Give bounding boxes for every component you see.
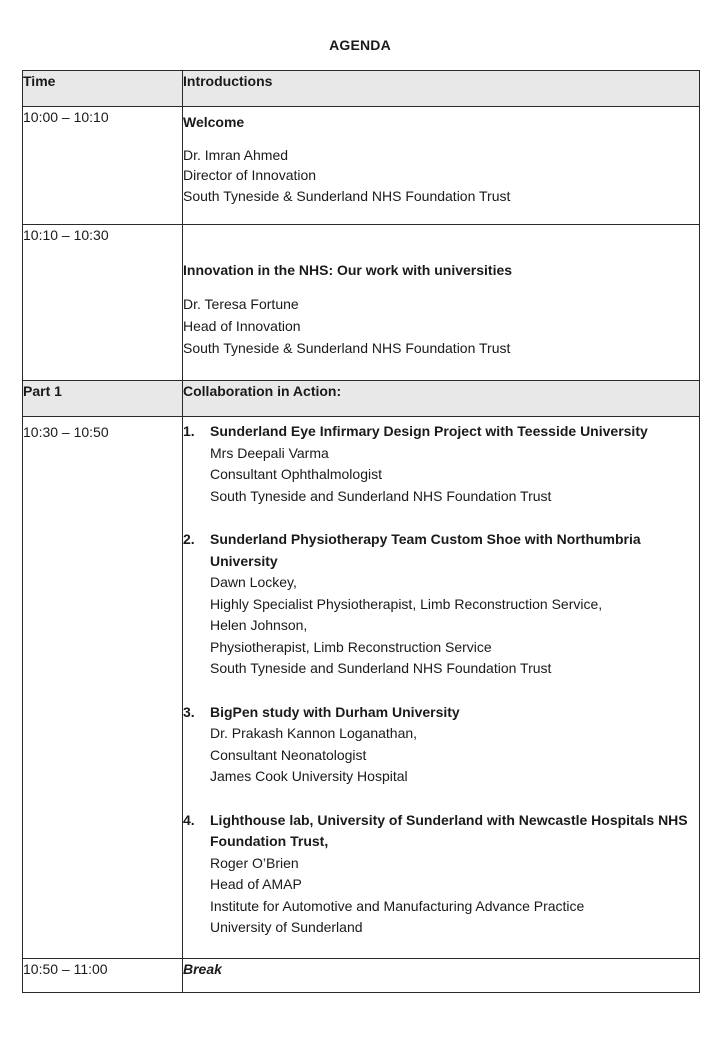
part1-label: Part 1: [23, 381, 183, 417]
part1-row: [23, 381, 700, 417]
header-row: [23, 71, 700, 107]
list-item: [183, 421, 699, 507]
innovation-row: [23, 225, 700, 381]
item-line: Consultant Neonatologist: [210, 746, 367, 763]
innovation-heading: Innovation in the NHS: Our work with universities: [183, 262, 513, 278]
item-heading: Lighthouse lab, University of Sunderland with Newcastle Hospitals NHS Foundation Trust,: [210, 811, 688, 849]
header-time: Time: [23, 71, 183, 107]
item-line: South Tyneside and Sunderland NHS Foundation Trust: [210, 487, 552, 504]
innovation-org: South Tyneside & Sunderland NHS Foundation Trust: [183, 340, 511, 356]
break-row: [23, 959, 700, 993]
item-line: Dr. Prakash Kannon Loganathan,: [210, 725, 418, 741]
welcome-time: 10:00 – 10:10: [23, 107, 183, 225]
item-line: Consultant Ophthalmologist: [210, 466, 382, 482]
item-line: Physiotherapist, Limb Reconstruction Service: [210, 638, 492, 655]
agenda-table: [22, 70, 700, 993]
innovation-role: Head of Innovation: [183, 318, 301, 334]
item-number: 3.: [183, 703, 195, 720]
item-line: James Cook University Hospital: [210, 768, 408, 784]
item-line: Dawn Lockey,: [210, 574, 297, 590]
list-item: [183, 702, 699, 788]
welcome-org: South Tyneside & Sunderland NHS Foundation Trust: [183, 187, 511, 204]
part1-heading: Collaboration in Action:: [183, 381, 700, 417]
item-heading: BigPen study with Durham University: [210, 703, 460, 720]
header-introductions: Introductions: [183, 71, 700, 107]
welcome-content: [183, 107, 700, 225]
item-line: Institute for Automotive and Manufacturing Advance Practice: [210, 897, 585, 914]
welcome-speaker: Dr. Imran Ahmed: [183, 146, 289, 163]
item-number: 4.: [183, 811, 195, 828]
item-line: University of Sunderland: [210, 919, 363, 935]
collab-content: [183, 417, 700, 959]
agenda-title: AGENDA: [329, 37, 391, 53]
list-item: [183, 529, 699, 680]
innovation-time: 10:10 – 10:30: [23, 225, 183, 381]
item-heading: Sunderland Physiotherapy Team Custom Shoe with Northumbria University: [210, 531, 641, 569]
collab-time: 10:30 – 10:50: [23, 417, 183, 959]
item-line: Highly Specialist Physiotherapist, Limb Reconstruction Service,: [210, 595, 603, 612]
item-line: South Tyneside and Sunderland NHS Foundation Trust: [210, 660, 552, 676]
item-line: Roger O’Brien: [210, 854, 299, 871]
collab-row: [23, 417, 700, 959]
list-item: [183, 810, 699, 939]
welcome-role: Director of Innovation: [183, 167, 317, 183]
innovation-speaker: Dr. Teresa Fortune: [183, 296, 299, 312]
item-heading: Sunderland Eye Infirmary Design Project with Teesside University: [210, 423, 648, 439]
break-time: 10:50 – 11:00: [23, 959, 183, 993]
item-line: Mrs Deepali Varma: [210, 444, 329, 461]
item-line: Head of AMAP: [210, 876, 302, 892]
break-label: Break: [183, 959, 700, 993]
collab-list: [183, 421, 699, 939]
item-line: Helen Johnson,: [210, 617, 308, 633]
item-number: 2.: [183, 531, 195, 547]
welcome-row: [23, 107, 700, 225]
innovation-content: [183, 225, 700, 381]
item-number: 1.: [183, 423, 195, 439]
welcome-heading: Welcome: [183, 114, 245, 130]
